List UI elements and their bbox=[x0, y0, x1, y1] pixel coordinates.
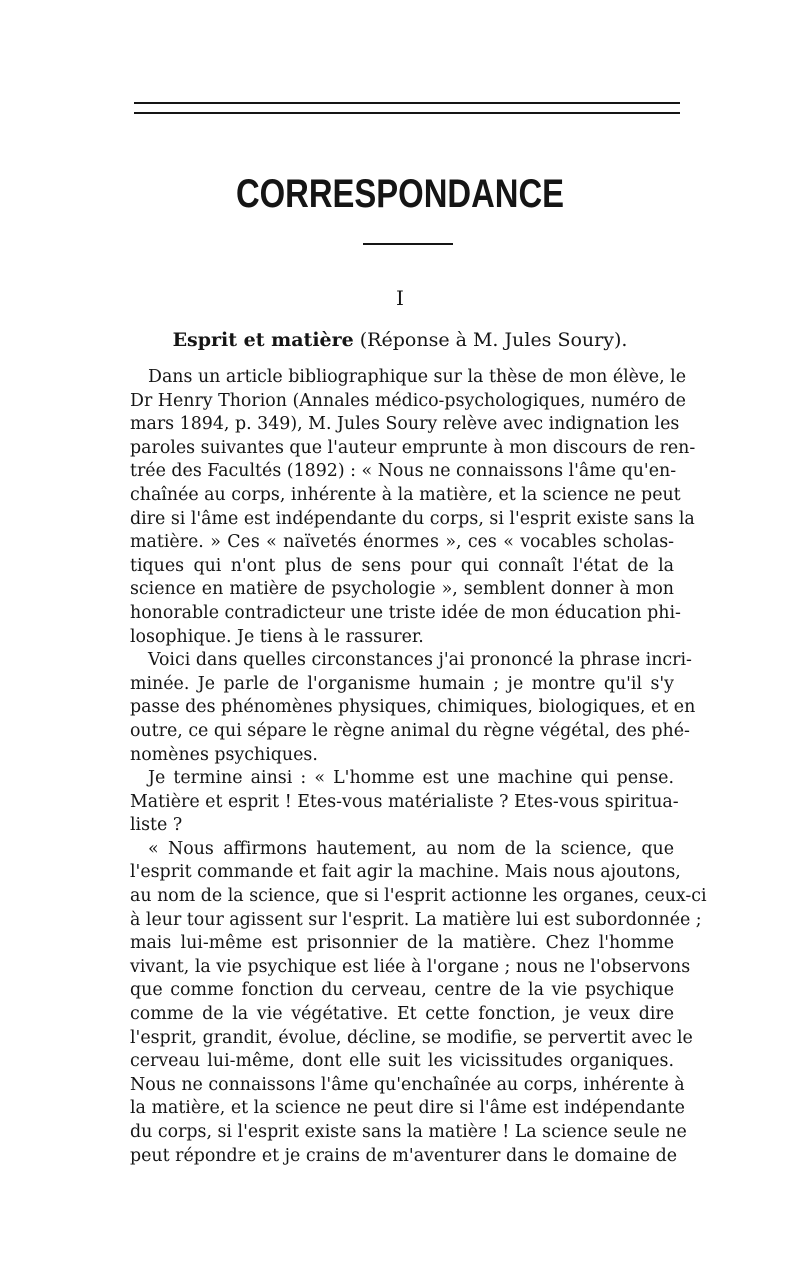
body-text bbox=[130, 366, 707, 1168]
title-underline-rule bbox=[363, 243, 453, 245]
top-double-rule-upper bbox=[134, 102, 680, 104]
text-line: vivant, la vie psychique est liée à l'organe ; nous ne l'observons bbox=[130, 956, 691, 977]
text-line: cerveau lui-même, dont elle suit les vicissitudes organiques. bbox=[130, 1051, 674, 1072]
text-line: du corps, si l'esprit existe sans la matière ! La science seule ne bbox=[130, 1122, 687, 1142]
text-line: dire si l'âme est indépendante du corps, si l'esprit existe sans la bbox=[130, 508, 695, 529]
text-line: liste ? bbox=[130, 815, 183, 836]
text-line: mais lui-même est prisonnier de la matière. Chez l'homme bbox=[130, 933, 674, 954]
text-line: Voici dans quelles circonstances j'ai prononcé la phrase incri- bbox=[148, 650, 692, 671]
text-line: nomènes psychiques. bbox=[130, 744, 318, 765]
text-line: « Nous affirmons hautement, au nom de la science, que bbox=[148, 838, 674, 859]
text-line: au nom de la science, que si l'esprit actionne les organes, ceux-ci bbox=[130, 886, 707, 907]
text-line: l'esprit commande et fait agir la machine. Mais nous ajoutons, bbox=[130, 862, 681, 883]
text-line: losophique. Je tiens à le rassurer. bbox=[130, 626, 424, 647]
text-line: Matière et esprit ! Etes-vous matérialiste ? Etes-vous spiritua- bbox=[130, 791, 679, 812]
text-line: Dans un article bibliographique sur la thèse de mon élève, le bbox=[148, 367, 686, 387]
top-double-rule-lower bbox=[134, 112, 680, 114]
text-line: chaînée au corps, inhérente à la matière, et la science ne peut bbox=[130, 484, 681, 505]
text-line: à leur tour agissent sur l'esprit. La matière lui est subordonnée ; bbox=[130, 909, 702, 930]
text-line: science en matière de psychologie », semblent donner à mon bbox=[130, 579, 674, 600]
text-line: passe des phénomènes physiques, chimiques, biologiques, et en bbox=[130, 697, 696, 718]
subheading-rest: (Réponse à M. Jules Soury). bbox=[353, 329, 628, 351]
text-line: la matière, et la science ne peut dire si l'âme est indépendante bbox=[130, 1098, 685, 1119]
text-line: Nous ne connaissons l'âme qu'enchaînée au corps, inhérente à bbox=[130, 1074, 685, 1095]
text-line: comme de la vie végétative. Et cette fonction, je veux dire bbox=[130, 1004, 674, 1025]
text-line: outre, ce qui sépare le règne animal du règne végétal, des phé- bbox=[130, 720, 690, 741]
text-line: matière. » Ces « naïvetés énormes », ces « vocables scholas- bbox=[130, 532, 674, 553]
text-line: l'esprit, grandit, évolue, décline, se modifie, se pervertit avec le bbox=[130, 1027, 693, 1048]
text-line: peut répondre et je crains de m'aventurer dans le domaine de bbox=[130, 1145, 678, 1166]
text-line: minée. Je parle de l'organisme humain ; je montre qu'il s'y bbox=[130, 673, 674, 694]
text-line: que comme fonction du cerveau, centre de la vie psychique bbox=[130, 980, 674, 1001]
text-line: trée des Facultés (1892) : « Nous ne connaissons l'âme qu'en- bbox=[130, 461, 677, 482]
section-numeral: I bbox=[396, 286, 404, 310]
text-line: tiques qui n'ont plus de sens pour qui connaît l'état de la bbox=[130, 555, 674, 576]
text-line: paroles suivantes que l'auteur emprunte à mon discours de ren- bbox=[130, 437, 696, 458]
text-line: Je termine ainsi : « L'homme est une machine qui pense. bbox=[148, 768, 674, 789]
page-title: CORRESPONDANCE bbox=[235, 172, 565, 216]
text-line: Dr Henry Thorion (Annales médico-psychologiques, numéro de bbox=[130, 390, 686, 411]
text-line: mars 1894, p. 349), M. Jules Soury relève avec indignation les bbox=[130, 414, 680, 435]
text-line: honorable contradicteur une triste idée de mon éducation phi- bbox=[130, 602, 681, 623]
subheading-main: Esprit et matière bbox=[172, 329, 354, 351]
section-subheading bbox=[0, 329, 800, 351]
